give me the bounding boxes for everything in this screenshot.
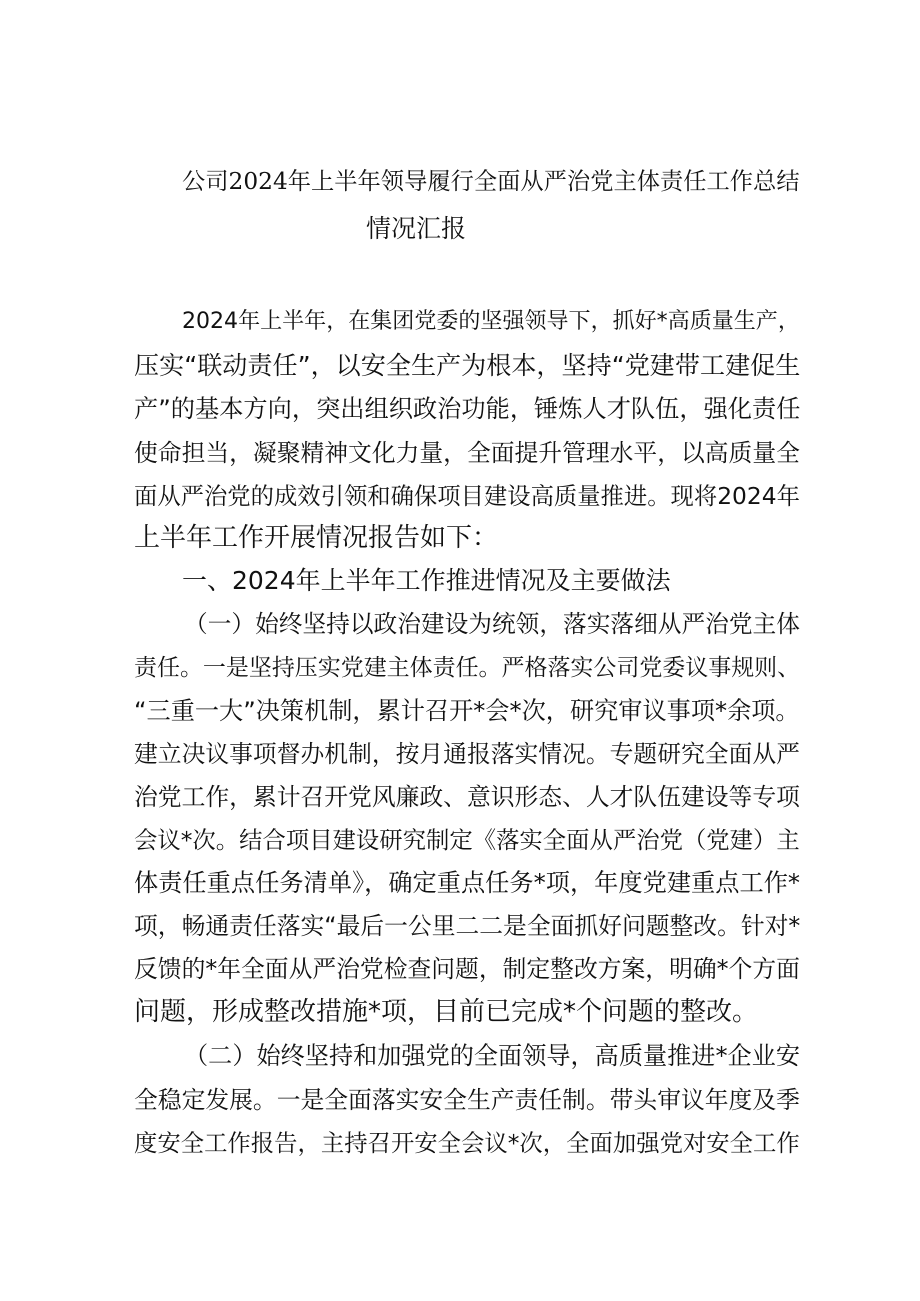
line-text: 压实“联动责任”，以安全生产为根本，坚持“党建带工建促生	[134, 351, 801, 380]
line-text: 产”的基本方向，突出组织政治功能，锤炼人才队伍，强化责任	[134, 395, 801, 423]
line-text: 治党工作，累计召开党风廉政、意识形态、人才队伍建设等专项	[134, 783, 800, 811]
line-text: “三重一大”决策机制，累计召开*会*次，研究审议事项*余项。	[134, 697, 800, 725]
line-text: 面从严治党的成效引领和确保项目建设高质量推进。现将2024年	[134, 482, 800, 510]
line-text: 建立决议事项督办机制，按月通报落实情况。专题研究全面从严	[134, 740, 800, 768]
document-title-line-2	[366, 209, 466, 249]
paragraph-line	[134, 389, 800, 429]
line-text: 度安全工作报告，主持召开安全会议*次，全面加强党对安全工作	[134, 1129, 800, 1157]
heading-text: 一、2024年上半年工作推进情况及主要做法	[182, 566, 671, 595]
paragraph-line	[134, 777, 800, 817]
paragraph-line	[184, 1036, 800, 1076]
paragraph-line	[134, 691, 800, 731]
paragraph-line	[134, 949, 800, 989]
paragraph-line	[134, 518, 498, 558]
paragraph-line	[134, 1080, 800, 1120]
paragraph-line	[134, 346, 800, 386]
line-text: 使命担当，凝聚精神文化力量，全面提升管理水平，以高质量全	[134, 439, 800, 467]
paragraph-line	[184, 604, 800, 644]
line-text: 全稳定发展。一是全面落实安全生产责任制。带头审议年度及季	[134, 1086, 800, 1114]
line-text: 反馈的*年全面从严治党检查问题，制定整改方案，明确*个方面	[134, 955, 800, 983]
paragraph-line	[182, 302, 800, 342]
title-text-2: 情况汇报	[366, 214, 467, 243]
line-text: 责任。一是坚持压实党建主体责任。严格落实公司党委议事规则、	[134, 655, 801, 681]
line-text: （一）始终坚持以政治建设为统领，落实落细从严治党主体	[184, 610, 800, 638]
paragraph-line	[134, 734, 800, 774]
paragraph-line	[134, 648, 800, 688]
document-title-line-1	[182, 162, 800, 202]
line-text: 2024年上半年，在集团党委的坚强领导下，抓好*高质量生产，	[182, 309, 800, 334]
line-text: 体责任重点任务清单》，确定重点任务*项，年度党建重点工作*	[134, 869, 801, 897]
line-text: 会议*次。结合项目建设研究制定《落实全面从严治党（党建）主	[134, 826, 800, 854]
paragraph-line	[134, 820, 800, 860]
paragraph-line	[134, 476, 800, 516]
paragraph-line	[134, 433, 800, 473]
paragraph-line	[134, 1123, 800, 1163]
paragraph-line	[134, 906, 800, 946]
line-text: 项，畅通责任落实“最后一公里二二是全面抓好问题整改。针对*	[134, 912, 801, 940]
line-text: 上半年工作开展情况报告如下：	[134, 523, 499, 553]
line-text: 问题，形成整改措施*项，目前已完成*个问题的整改。	[134, 997, 759, 1027]
title-text-1: 公司2024年上半年领导履行全面从严治党主体责任工作总结	[182, 168, 800, 195]
paragraph-line	[134, 863, 800, 903]
paragraph-line	[134, 992, 758, 1032]
section-1-heading	[182, 561, 671, 601]
line-text: （二）始终坚持和加强党的全面领导，高质量推进*企业安	[184, 1042, 800, 1070]
